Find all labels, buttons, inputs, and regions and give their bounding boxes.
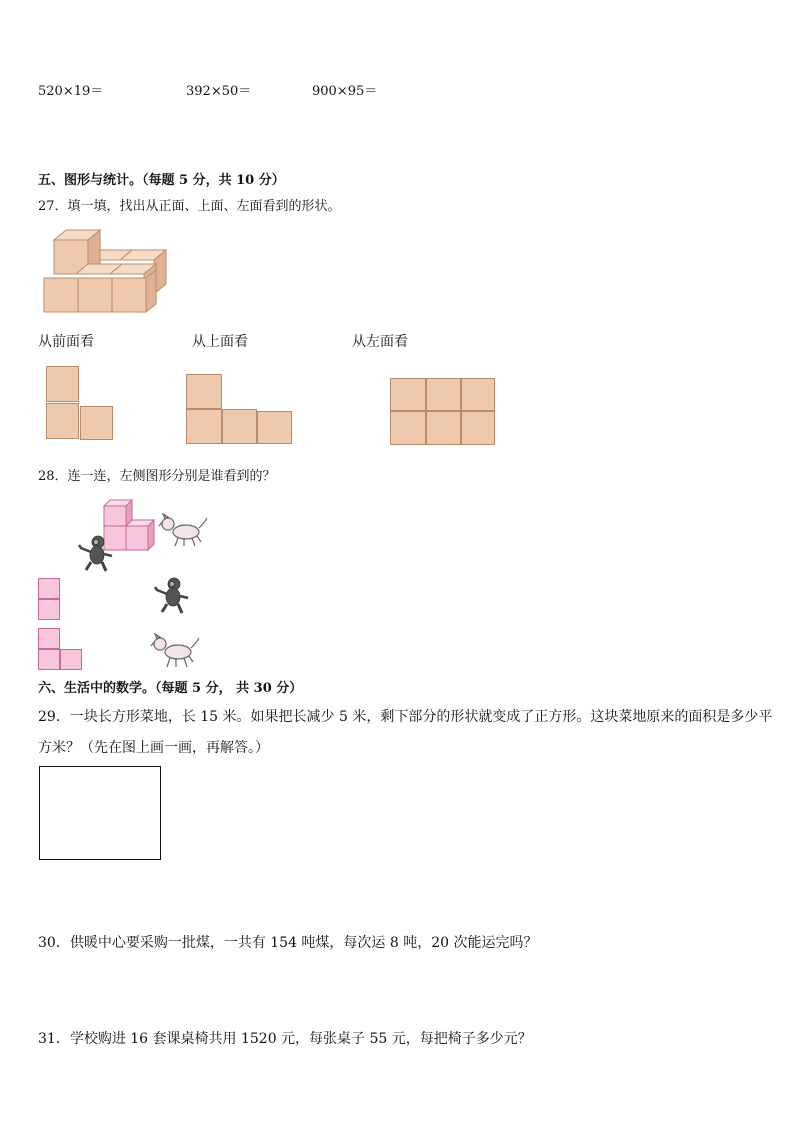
question-27-text: 27．填一填，找出从正面、上面、左面看到的形状。	[38, 199, 341, 214]
calc-item-2: 392×50＝	[186, 84, 252, 99]
calc-item-1: 520×19＝	[38, 84, 104, 99]
section-6-title: 六、生活中的数学。（每题 5 分， 共 30 分）	[38, 681, 303, 696]
question-29-line-1: 29．一块长方形菜地，长 15 米。如果把长减少 5 米，剩下部分的形状就变成了正方形。这块菜地原来的面积是多少平	[38, 709, 773, 725]
view-label-top: 从上面看	[192, 334, 248, 350]
question-29-line-2: 方米？（先在图上画一画，再解答。）	[38, 740, 269, 756]
q28-view-shape-1	[38, 578, 62, 622]
monkey-icon	[152, 576, 192, 616]
dog-icon	[150, 632, 200, 670]
monkey-icon	[76, 534, 116, 574]
section-5-title: 五、图形与统计。（每题 5 分，共 10 分）	[38, 173, 285, 188]
q28-view-shape-2	[38, 628, 84, 672]
calc-item-3: 900×95＝	[312, 84, 378, 99]
dog-icon	[158, 512, 208, 548]
view-label-front: 从前面看	[38, 334, 94, 350]
question-31-text: 31．学校购进 16 套课桌椅共用 1520 元，每张桌子 55 元，每把椅子多少元？	[38, 1031, 532, 1047]
q29-drawing-box[interactable]	[39, 766, 161, 860]
top-view-shape	[186, 374, 294, 446]
question-28-text: 28．连一连，左侧图形分别是谁看到的？	[38, 469, 276, 484]
view-label-left: 从左面看	[352, 334, 408, 350]
left-view-shape	[390, 378, 496, 446]
question-30-text: 30．供暖中心要采购一批煤，一共有 154 吨煤，每次运 8 吨，20 次能运完吗？	[38, 935, 538, 951]
cube-stack-drawing	[42, 226, 174, 318]
q27-3d-cube-figure	[42, 226, 174, 318]
front-view-shape	[46, 366, 118, 444]
